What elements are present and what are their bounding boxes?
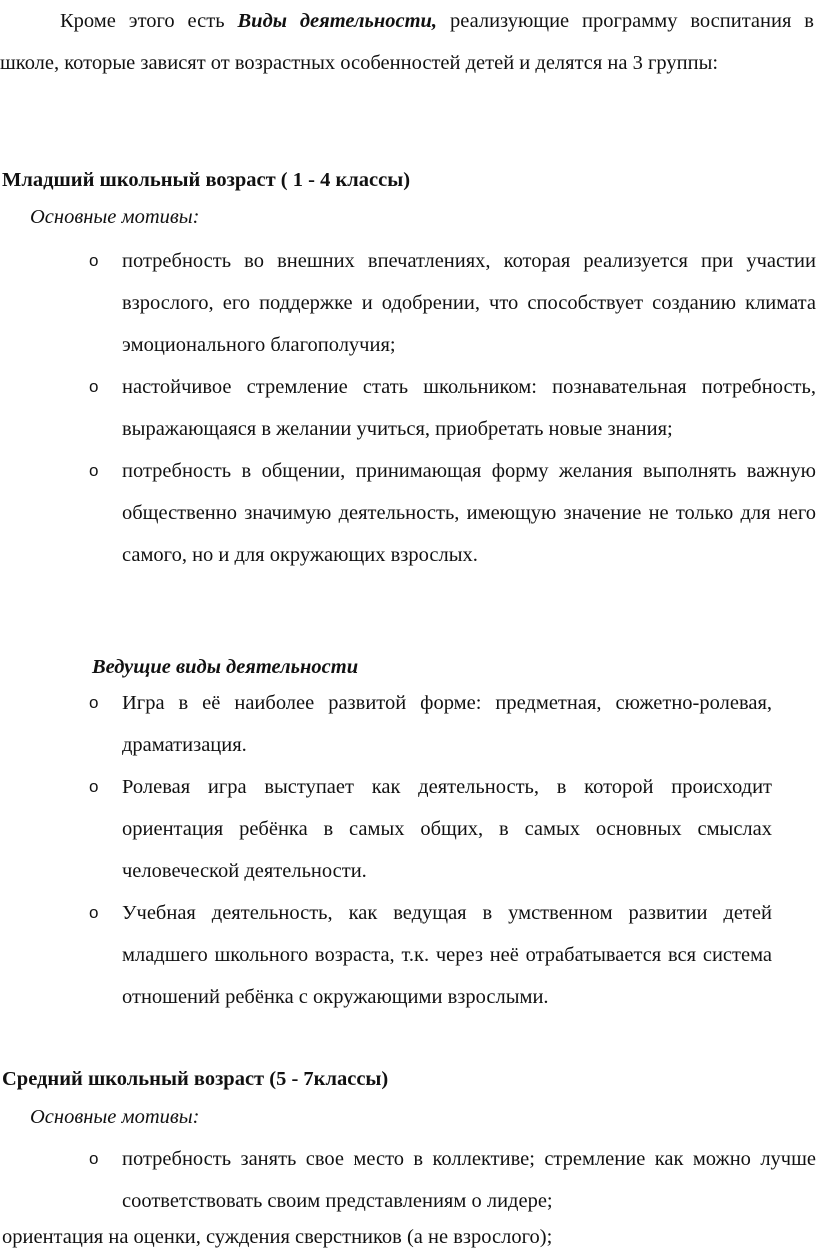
- list-item-text: Игра в её наиболее развитой форме: предметная, сюжетно-ролевая, драматизация.: [122, 692, 772, 756]
- list-item: [89, 766, 772, 892]
- list-item-text: Учебная деятельность, как ведущая в умственном развитии детей младшего школьного возраста, т.к. через неё отрабатывается вся система отношений ребёнка с окружающими взрослыми.: [122, 902, 772, 1008]
- junior-motives-list: [89, 240, 816, 576]
- junior-activities-list: [89, 682, 772, 1018]
- bullet-icon: o: [89, 777, 99, 796]
- list-item: [89, 450, 816, 576]
- list-item-text: потребность занять свое место в коллективе; стремление как можно лучше соответствовать своим представлениям о лидере;: [122, 1148, 816, 1212]
- list-item-text: Ролевая игра выступает как деятельность, в которой происходит ориентация ребёнка в самых общих, в самых основных смыслах человеческой деятельности.: [122, 776, 772, 882]
- list-item: [89, 366, 816, 450]
- bullet-icon: o: [89, 1149, 99, 1168]
- bullet-icon: o: [89, 377, 99, 396]
- junior-motives-label: Основные мотивы:: [30, 206, 200, 228]
- intro-rest: реализующие программу воспитания в школе, которые зависят от возрастных особенностей детей и делятся на 3 группы:: [0, 10, 814, 74]
- bullet-icon: o: [89, 251, 99, 270]
- junior-activities-heading: Ведущие виды деятельности: [92, 656, 359, 678]
- middle-motives-list: [89, 1138, 816, 1222]
- list-item: [89, 1138, 816, 1222]
- intro-emphasis: Виды деятельности,: [237, 10, 438, 32]
- intro-paragraph: [0, 0, 814, 84]
- intro-lead: Кроме этого есть: [60, 10, 238, 32]
- list-item-text: потребность во внешних впечатлениях, которая реализуется при участии взрослого, его поддержке и одобрении, что способствует созданию климата эмоционального благополучия;: [122, 250, 816, 356]
- bullet-icon: o: [89, 903, 99, 922]
- list-item: [89, 682, 772, 766]
- list-item-text: настойчивое стремление стать школьником: познавательная потребность, выражающаяся в желании учиться, приобретать новые знания;: [122, 376, 816, 440]
- junior-age-heading: Младший школьный возраст ( 1 - 4 классы): [2, 169, 411, 191]
- bullet-icon: o: [89, 693, 99, 712]
- list-item-text: потребность в общении, принимающая форму желания выполнять важную общественно значимую деятельность, имеющую значение не только для него самого, но и для окружающих взрослых.: [122, 460, 816, 566]
- list-item: [89, 240, 816, 366]
- trailing-line: ориентация на оценки, суждения сверстников (а не взрослого);: [2, 1226, 553, 1248]
- middle-motives-label: Основные мотивы:: [30, 1106, 200, 1128]
- bullet-icon: o: [89, 461, 99, 480]
- list-item: [89, 892, 772, 1018]
- middle-age-heading: Средний школьный возраст (5 - 7классы): [2, 1068, 389, 1090]
